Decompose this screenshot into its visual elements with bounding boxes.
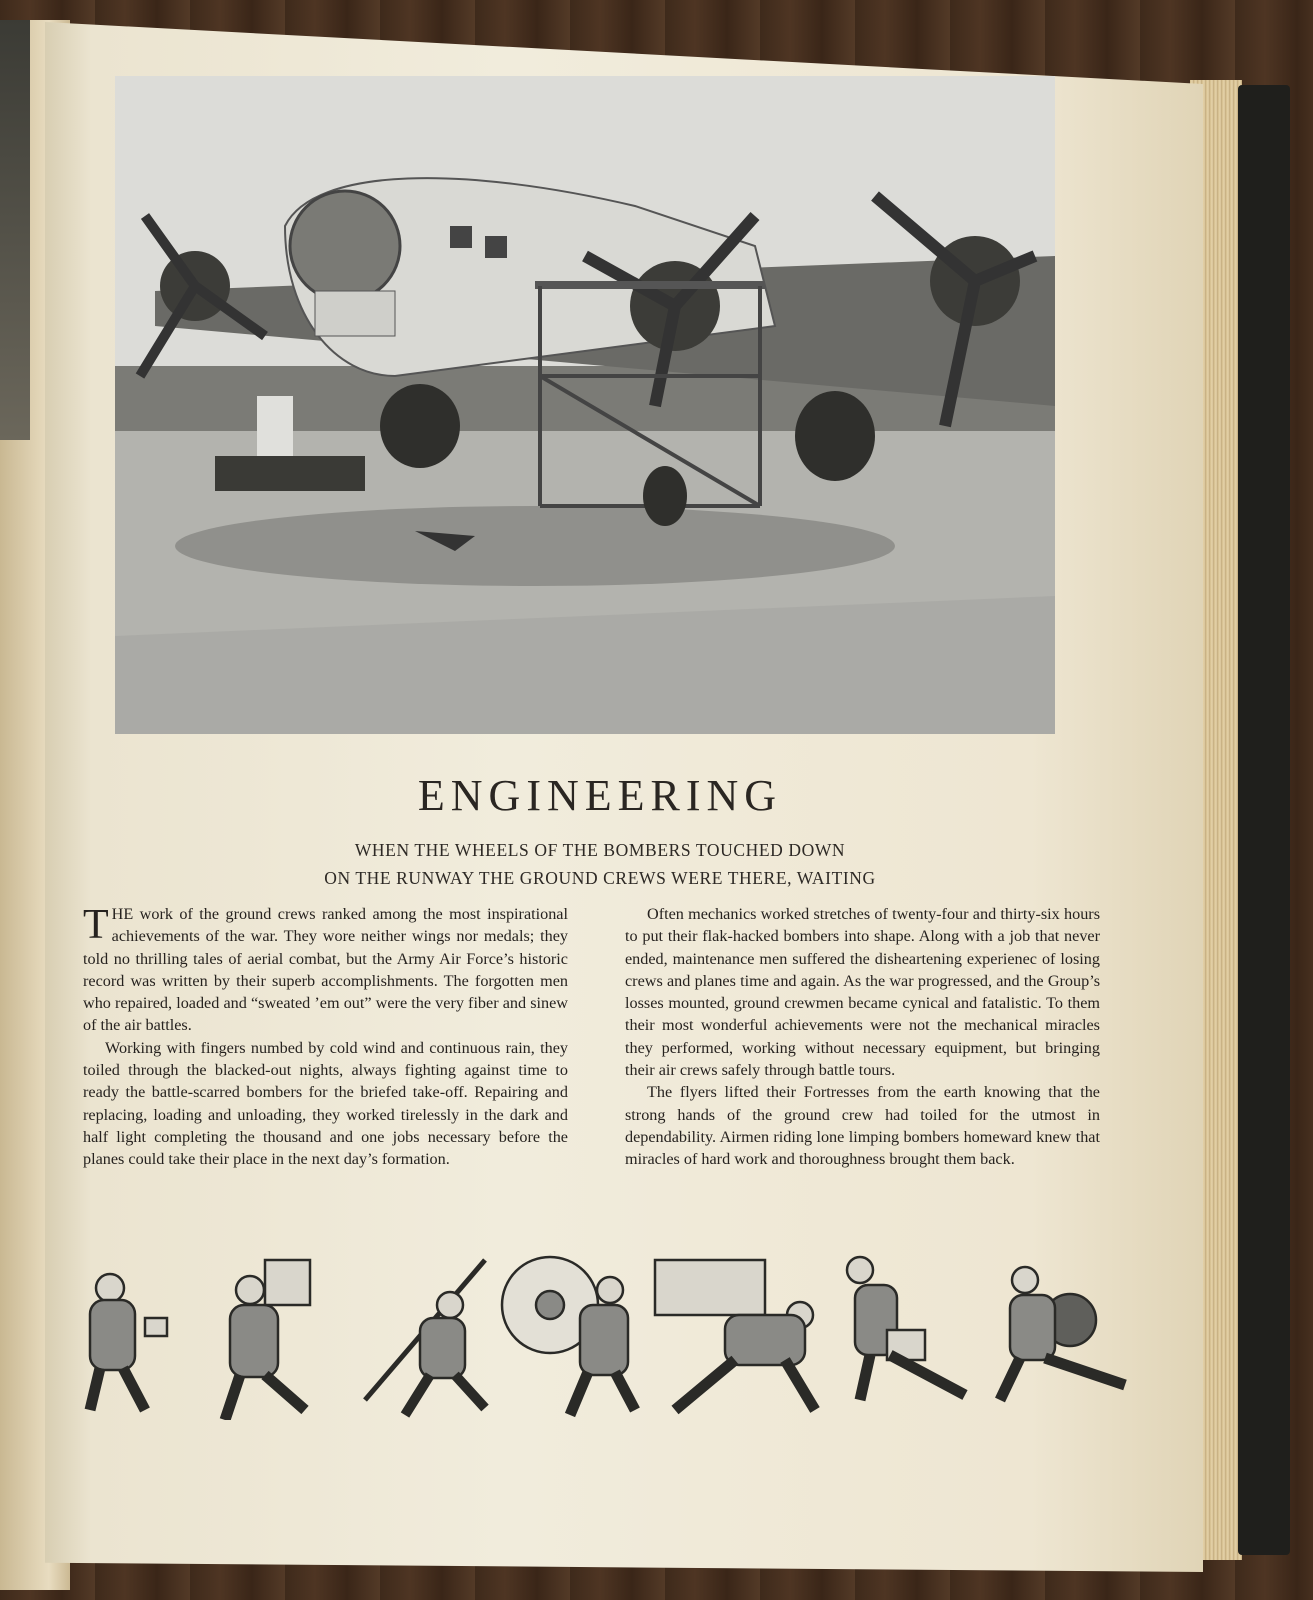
book-cover bbox=[1238, 85, 1290, 1555]
page-subtitle bbox=[250, 836, 950, 892]
ground-crew-illustrations bbox=[45, 1250, 1155, 1420]
b17-bomber-photo-icon bbox=[115, 76, 1055, 734]
paragraph bbox=[83, 903, 568, 1037]
ground-crew-cartoons-icon bbox=[45, 1250, 1155, 1420]
subtitle-line-2: ON THE RUNWAY THE GROUND CREWS WERE THERE, WAITING bbox=[324, 868, 876, 888]
bomber-photo bbox=[115, 76, 1055, 734]
paragraph: Often mechanics worked stretches of twenty-four and thirty-six hours to put their flak-hacked bombers into shape. Along with a job that never ended, maintenance men suffered the disheartening experienec of losing crews and planes time and again. As the war progressed, and the Group’s losses mounted, ground crewmen became cynical and fatalistic. To them their most wonderful achievements were not the mechanical miracles they performed, working without necessary equipment, but bringing their air crews safely through battle tours. bbox=[625, 905, 1100, 1080]
paragraph: Working with fingers numbed by cold wind and continuous rain, they toiled through the blacked-out nights, always fighting against time to ready the battle-scarred bombers for the briefed take-off. Repairing and replacing, loading and unloading, they worked tirelessly in the dark and half light completing the thousand and one jobs necessary before the planes could take their place in the next day’s formation. bbox=[83, 1038, 568, 1169]
text-column-right bbox=[625, 903, 1100, 1171]
drop-cap: T bbox=[83, 902, 109, 948]
page-title: ENGINEERING bbox=[417, 771, 783, 820]
paragraph-text: HE work of the ground crews ranked among the most inspirational achievements of the war. They wore neither wings nor medals; they told no thrilling tales of aerial combat, but the Army Air Force’s historic record was written by their superb accomplishments. The forgotten men who repaired, loaded and “sweated ’em out” were the very fiber and sinew of the air battles. bbox=[83, 905, 568, 1035]
paragraph: The flyers lifted their Fortresses from the earth knowing that the strong hands of the ground crew had toiled for the utmost in dependability. Airmen riding lone limping bombers homeward knew that miracles of hard work and thoroughness brought them back. bbox=[625, 1083, 1100, 1169]
text-column-left bbox=[83, 903, 568, 1171]
subtitle-line-1: WHEN THE WHEELS OF THE BOMBERS TOUCHED DOWN bbox=[354, 840, 846, 860]
